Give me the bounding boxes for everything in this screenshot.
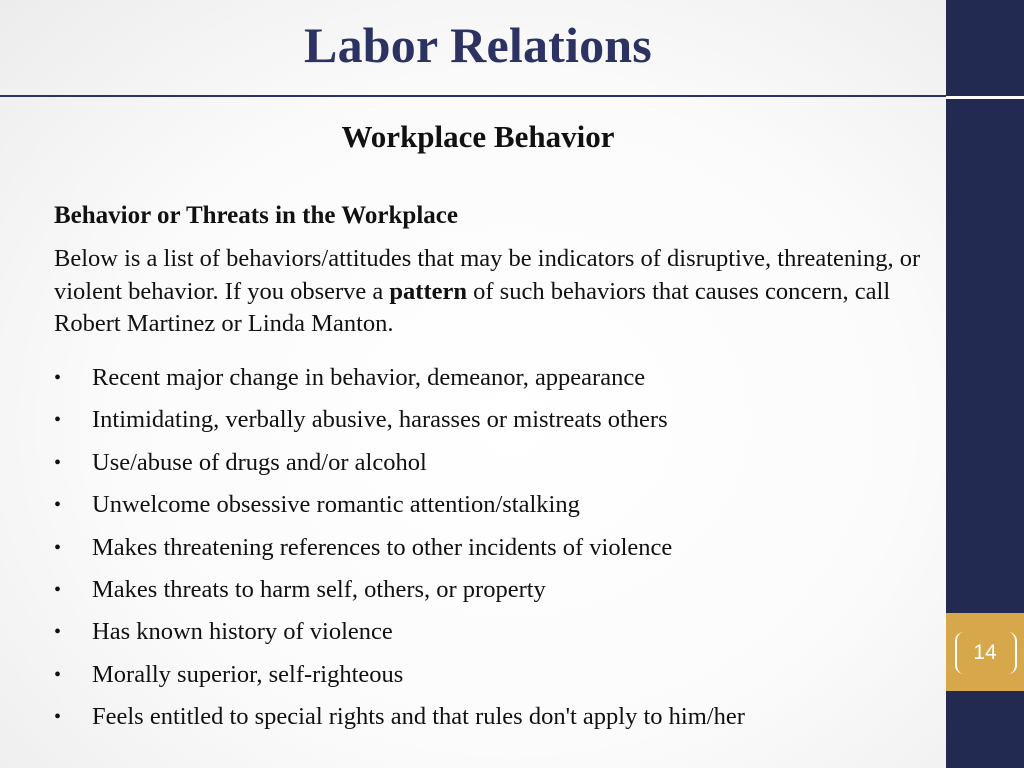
page-number-tab xyxy=(946,613,1024,691)
list-item xyxy=(54,615,934,657)
bullet-icon: • xyxy=(54,409,62,432)
bullet-icon: • xyxy=(54,367,62,389)
list-item xyxy=(54,531,934,573)
slide-subtitle: Workplace Behavior xyxy=(341,119,615,154)
slide-title: Labor Relations xyxy=(304,17,652,73)
title-divider xyxy=(0,95,946,97)
bullet-icon: • xyxy=(54,451,62,474)
page-number: 14 xyxy=(973,641,997,664)
section-heading: Behavior or Threats in the Workplace xyxy=(54,202,458,229)
behavior-list xyxy=(54,361,934,743)
list-item-text: Feels entitled to special rights and that rules don't apply to him/her xyxy=(92,703,745,731)
list-item-text: Morally superior, self-righteous xyxy=(92,660,404,688)
list-item-text: Has known history of violence xyxy=(92,618,393,646)
bullet-icon: • xyxy=(54,663,62,686)
list-item xyxy=(54,446,934,488)
list-item xyxy=(54,573,934,615)
list-item xyxy=(54,658,934,700)
list-item-text: Unwelcome obsessive romantic attention/stalking xyxy=(92,491,580,519)
sidebar-band xyxy=(946,0,1024,768)
bullet-icon: • xyxy=(54,706,62,729)
list-item xyxy=(54,488,934,530)
intro-text-start: Below is a list of behaviors/attitudes that may be indicators of disruptive, threatening, or violent behavior. If you observe a xyxy=(54,245,921,305)
intro-emphasis: pattern xyxy=(389,277,467,305)
bullet-icon: • xyxy=(54,578,62,601)
sidebar-divider xyxy=(946,96,1024,99)
list-item xyxy=(54,403,934,445)
list-item xyxy=(54,361,934,403)
list-item-text: Recent major change in behavior, demeanor, appearance xyxy=(92,364,646,391)
list-item-text: Makes threatening references to other incidents of violence xyxy=(92,533,673,561)
list-item-text: Intimidating, verbally abusive, harasses or mistreats others xyxy=(92,406,668,434)
list-item-text: Use/abuse of drugs and/or alcohol xyxy=(92,448,427,476)
intro-text-end: of such behaviors that causes concern, call Robert Martinez or Linda Manton. xyxy=(54,277,891,337)
intro-paragraph xyxy=(54,243,934,341)
list-item-text: Makes threats to harm self, others, or property xyxy=(92,575,546,603)
bullet-icon: • xyxy=(54,536,62,559)
bullet-icon: • xyxy=(54,494,62,517)
bullet-icon: • xyxy=(54,621,62,644)
list-item xyxy=(54,700,934,742)
